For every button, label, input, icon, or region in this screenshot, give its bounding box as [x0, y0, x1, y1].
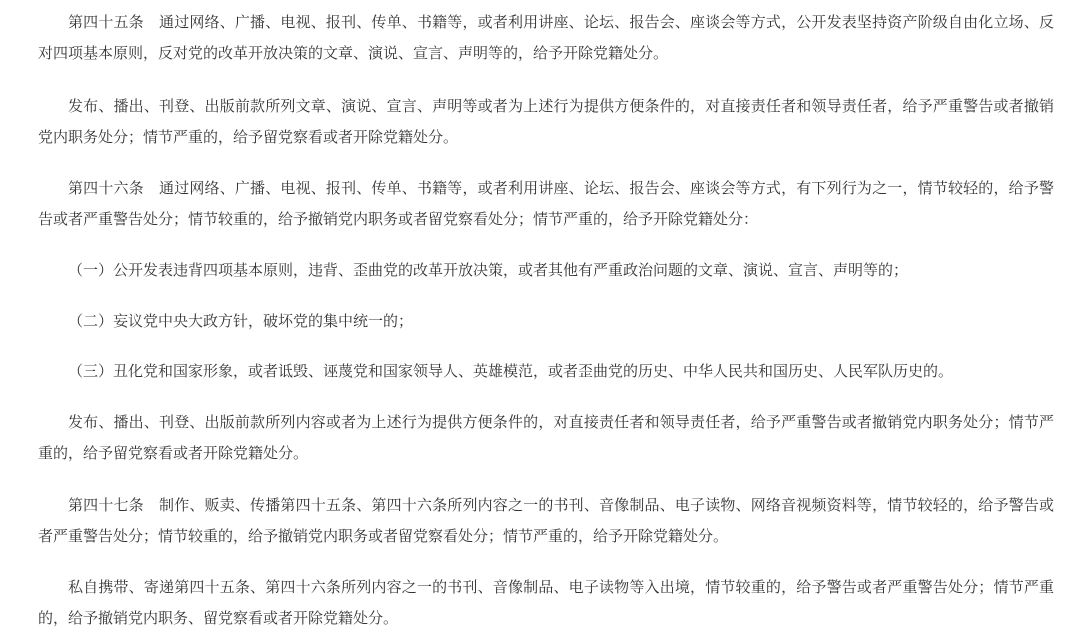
article-45-second-paragraph: 发布、播出、刊登、出版前款所列文章、演说、宣言、声明等或者为上述行为提供方便条件的，对直接责任者和领导责任者，给予严重警告或者撤销党内职务处分；情节严重的，给予留党察看或者开除党籍处分。: [38, 97, 1054, 146]
article-47-paragraph: 第四十七条 制作、贩卖、传播第四十五条、第四十六条所列内容之一的书刊、音像制品、电子读物、网络音视频资料等，情节较轻的，给予警告或者严重警告处分；情节较重的，给予撤销党内职务或者留党察看处分；情节严重的，给予开除党籍处分。: [38, 496, 1054, 545]
article-46-second-paragraph: 发布、播出、刊登、出版前款所列内容或者为上述行为提供方便条件的，对直接责任者和领导责任者，给予严重警告或者撤销党内职务处分；情节严重的，给予留党察看或者开除党籍处分。: [38, 413, 1054, 462]
article-46-item-2: （二）妄议党中央大政方针，破坏党的集中统一的；: [68, 312, 414, 330]
article-45-paragraph: 第四十五条 通过网络、广播、电视、报刊、传单、书籍等，或者利用讲座、论坛、报告会、座谈会等方式，公开发表坚持资产阶级自由化立场、反对四项基本原则，反对党的改革开放决策的文章、演说、宣言、声明等的，给予开除党籍处分。: [38, 13, 1054, 62]
article-47-second-paragraph: 私自携带、寄递第四十五条、第四十六条所列内容之一的书刊、音像制品、电子读物等入出境，情节较重的，给予警告或者严重警告处分；情节严重的，给予撤销党内职务、留党察看或者开除党籍处分。: [38, 578, 1054, 627]
article-46-item-3: （三）丑化党和国家形象，或者诋毁、诬蔑党和国家领导人、英雄模范，或者歪曲党的历史、中华人民共和国历史、人民军队历史的。: [68, 362, 954, 380]
article-46-paragraph: 第四十六条 通过网络、广播、电视、报刊、传单、书籍等，或者利用讲座、论坛、报告会、座谈会等方式，有下列行为之一，情节较轻的，给予警告或者严重警告处分；情节较重的，给予撤销党内职务或者留党察看处分；情节严重的，给予开除党籍处分：: [38, 179, 1054, 228]
article-46-item-1: （一）公开发表违背四项基本原则，违背、歪曲党的改革开放决策，或者其他有严重政治问题的文章、演说、宣言、声明等的；: [68, 261, 909, 279]
